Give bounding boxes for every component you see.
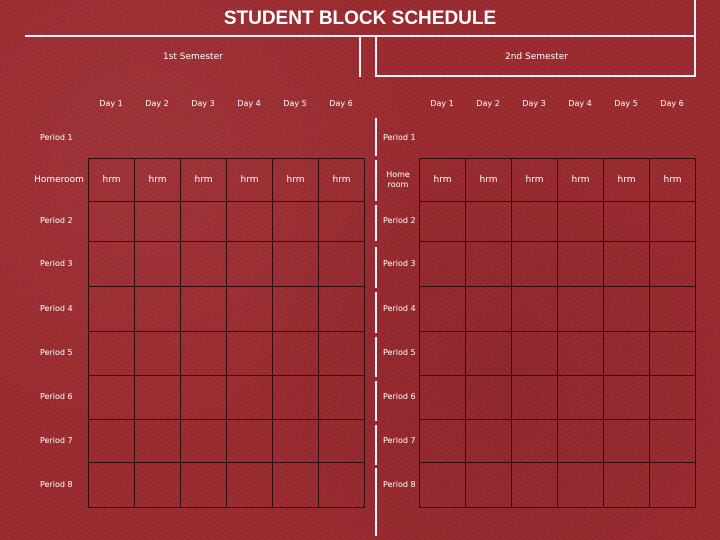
sem1-schedule-cell[interactable] xyxy=(88,241,135,287)
sem2-schedule-cell[interactable] xyxy=(465,286,512,332)
sem2-schedule-cell[interactable] xyxy=(511,241,558,287)
sem2-schedule-cell[interactable] xyxy=(511,331,558,376)
page-title: STUDENT BLOCK SCHEDULE xyxy=(223,8,497,29)
sem1-schedule-cell[interactable]: hrm xyxy=(272,158,319,202)
sem2-schedule-cell[interactable]: hrm xyxy=(511,158,558,202)
semester-divider-left xyxy=(359,37,361,77)
sem2-schedule-cell[interactable] xyxy=(465,118,512,159)
sem2-schedule-cell[interactable] xyxy=(603,241,650,287)
sem2-schedule-cell[interactable] xyxy=(465,331,512,376)
sem1-schedule-cell[interactable] xyxy=(134,375,181,420)
sem1-row-label: Period 2 xyxy=(40,216,73,225)
sem2-day-4-header: Day 4 xyxy=(568,99,592,108)
sem1-schedule-cell[interactable] xyxy=(318,241,365,287)
sem2-schedule-cell[interactable]: hrm xyxy=(557,158,604,202)
sem2-schedule-cell[interactable] xyxy=(649,201,696,242)
center-divider-segment xyxy=(375,381,377,421)
sem2-schedule-cell[interactable] xyxy=(465,419,512,463)
sem1-schedule-cell[interactable] xyxy=(134,118,181,159)
center-divider-segment xyxy=(375,292,377,333)
sem2-schedule-cell[interactable]: hrm xyxy=(649,158,696,202)
sem2-schedule-cell[interactable] xyxy=(511,201,558,242)
sem2-schedule-cell[interactable] xyxy=(419,462,466,508)
sem2-schedule-cell[interactable] xyxy=(603,462,650,508)
sem2-schedule-cell[interactable]: hrm xyxy=(419,158,466,202)
sem1-schedule-cell[interactable] xyxy=(180,286,227,332)
sem2-row-label: Period 7 xyxy=(383,435,416,445)
sem2-schedule-cell[interactable] xyxy=(511,375,558,420)
sem2-schedule-cell[interactable] xyxy=(557,331,604,376)
sem2-row-label: Home room xyxy=(386,169,410,189)
sem2-schedule-cell[interactable] xyxy=(603,419,650,463)
sem1-day-3-header: Day 3 xyxy=(191,99,215,108)
sem1-schedule-cell[interactable] xyxy=(88,201,135,242)
sem1-schedule-cell[interactable] xyxy=(272,241,319,287)
sem1-schedule-cell[interactable] xyxy=(226,286,273,332)
sem2-row-label: Period 1 xyxy=(383,133,416,142)
sem2-schedule-cell[interactable] xyxy=(465,375,512,420)
sem1-schedule-cell[interactable] xyxy=(134,331,181,376)
sem1-schedule-cell[interactable] xyxy=(88,375,135,420)
semester-1-label: 1st Semester xyxy=(163,52,223,62)
sem2-schedule-cell[interactable] xyxy=(557,201,604,242)
sem2-day-3-header: Day 3 xyxy=(522,99,546,108)
sem1-day-4-header: Day 4 xyxy=(237,99,261,108)
sem1-schedule-cell[interactable] xyxy=(180,462,227,508)
sem1-schedule-cell[interactable] xyxy=(272,462,319,508)
sem2-schedule-cell[interactable] xyxy=(649,419,696,463)
sem1-schedule-cell[interactable] xyxy=(134,419,181,463)
sem2-row-label: Period 6 xyxy=(383,392,416,401)
sem1-schedule-cell[interactable] xyxy=(226,375,273,420)
sem1-schedule-cell[interactable] xyxy=(134,201,181,242)
sem2-schedule-cell[interactable] xyxy=(603,286,650,332)
sem1-schedule-cell[interactable] xyxy=(226,462,273,508)
sem1-row-label: Period 6 xyxy=(40,392,73,401)
sem1-schedule-cell[interactable] xyxy=(272,201,319,242)
sem2-schedule-cell[interactable] xyxy=(419,286,466,332)
sem1-schedule-cell[interactable] xyxy=(226,118,273,159)
sem1-row-label: Period 1 xyxy=(40,133,73,142)
sem1-row-label: Period 4 xyxy=(40,303,73,313)
sem1-row-label: Period 7 xyxy=(40,435,73,445)
sem2-row-label: Period 8 xyxy=(383,479,416,489)
sem1-schedule-cell[interactable] xyxy=(272,419,319,463)
right-border xyxy=(694,0,696,76)
sem1-schedule-cell[interactable] xyxy=(318,462,365,508)
semester-divider-right xyxy=(375,37,377,77)
sem1-schedule-cell[interactable]: hrm xyxy=(180,158,227,202)
sem2-schedule-cell[interactable] xyxy=(603,331,650,376)
center-divider-segment xyxy=(375,337,377,377)
sem2-schedule-cell[interactable] xyxy=(649,286,696,332)
sem1-row-label: Period 5 xyxy=(40,348,73,357)
sem1-schedule-cell[interactable] xyxy=(272,286,319,332)
sem1-schedule-cell[interactable] xyxy=(88,286,135,332)
sem2-schedule-cell[interactable] xyxy=(465,201,512,242)
sem1-schedule-cell[interactable] xyxy=(134,241,181,287)
sem2-schedule-cell[interactable] xyxy=(557,462,604,508)
sem2-schedule-cell[interactable] xyxy=(649,331,696,376)
sem2-schedule-cell[interactable] xyxy=(511,462,558,508)
sem2-schedule-cell[interactable] xyxy=(649,375,696,420)
sem2-schedule-cell[interactable] xyxy=(603,375,650,420)
sem2-schedule-cell[interactable] xyxy=(649,118,696,159)
sem1-schedule-cell[interactable] xyxy=(180,331,227,376)
sem2-schedule-cell[interactable] xyxy=(419,201,466,242)
center-divider-segment xyxy=(375,468,377,536)
sem2-schedule-cell[interactable] xyxy=(465,462,512,508)
sem2-schedule-cell[interactable] xyxy=(649,462,696,508)
sem1-schedule-cell[interactable] xyxy=(318,419,365,463)
sem2-row-label: Period 3 xyxy=(383,258,416,268)
center-divider-segment xyxy=(375,247,377,288)
sem2-schedule-cell[interactable] xyxy=(649,241,696,287)
center-divider-segment xyxy=(375,118,377,156)
sem1-schedule-cell[interactable] xyxy=(318,375,365,420)
sem2-schedule-cell[interactable] xyxy=(511,118,558,159)
sem1-row-label: Period 3 xyxy=(40,258,73,268)
sem2-schedule-cell[interactable] xyxy=(557,118,604,159)
sem2-row-label: Period 4 xyxy=(383,303,416,313)
sem1-schedule-cell[interactable] xyxy=(88,118,135,159)
sem2-schedule-cell[interactable] xyxy=(419,118,466,159)
sem1-row-label: Homeroom xyxy=(34,174,84,185)
sem2-row-label: Period 2 xyxy=(383,216,416,225)
sem2-schedule-cell[interactable] xyxy=(557,419,604,463)
sem2-day-1-header: Day 1 xyxy=(430,99,454,108)
sem1-schedule-cell[interactable]: hrm xyxy=(318,158,365,202)
sem2-schedule-cell[interactable]: hrm xyxy=(465,158,512,202)
sem2-schedule-cell[interactable] xyxy=(603,118,650,159)
sem1-schedule-cell[interactable]: hrm xyxy=(88,158,135,202)
sem2-schedule-cell[interactable] xyxy=(557,286,604,332)
semester-underline-right xyxy=(375,75,696,77)
sem1-day-1-header: Day 1 xyxy=(99,99,123,108)
sem2-schedule-cell[interactable] xyxy=(511,286,558,332)
sem2-schedule-cell[interactable] xyxy=(557,375,604,420)
sem2-schedule-cell[interactable] xyxy=(419,241,466,287)
sem1-row-label: Period 8 xyxy=(40,479,73,489)
sem2-schedule-cell[interactable] xyxy=(511,419,558,463)
sem2-row-label: Period 5 xyxy=(383,348,416,357)
sem1-schedule-cell[interactable] xyxy=(88,419,135,463)
sem2-schedule-cell[interactable] xyxy=(465,241,512,287)
sem2-schedule-cell[interactable] xyxy=(603,201,650,242)
sem1-schedule-cell[interactable] xyxy=(318,118,365,159)
sem1-schedule-cell[interactable] xyxy=(180,419,227,463)
sem2-day-6-header: Day 6 xyxy=(660,99,684,108)
sem1-schedule-cell[interactable] xyxy=(180,241,227,287)
sem1-day-2-header: Day 2 xyxy=(145,99,169,108)
sem1-schedule-cell[interactable]: hrm xyxy=(134,158,181,202)
sem1-schedule-cell[interactable] xyxy=(180,118,227,159)
sem2-schedule-cell[interactable] xyxy=(419,419,466,463)
sem2-schedule-cell[interactable]: hrm xyxy=(603,158,650,202)
sem1-schedule-cell[interactable] xyxy=(318,331,365,376)
semester-2-label: 2nd Semester xyxy=(505,52,569,62)
center-divider-segment xyxy=(375,160,377,201)
sem1-schedule-cell[interactable] xyxy=(180,375,227,420)
sem1-schedule-cell[interactable] xyxy=(318,286,365,332)
sem1-schedule-cell[interactable] xyxy=(226,241,273,287)
sem1-schedule-cell[interactable] xyxy=(318,201,365,242)
sem1-schedule-cell[interactable] xyxy=(226,419,273,463)
sem1-schedule-cell[interactable] xyxy=(272,118,319,159)
sem1-schedule-cell[interactable] xyxy=(272,375,319,420)
sem2-schedule-cell[interactable] xyxy=(557,241,604,287)
sem2-day-5-header: Day 5 xyxy=(614,99,638,108)
center-divider-segment xyxy=(375,425,377,465)
sem1-schedule-cell[interactable] xyxy=(134,286,181,332)
sem1-schedule-cell[interactable] xyxy=(226,201,273,242)
sem1-day-6-header: Day 6 xyxy=(329,99,353,108)
sem1-schedule-cell[interactable]: hrm xyxy=(226,158,273,202)
sem1-schedule-cell[interactable] xyxy=(226,331,273,376)
sem2-schedule-cell[interactable] xyxy=(419,331,466,376)
sem1-schedule-cell[interactable] xyxy=(88,462,135,508)
sem1-schedule-cell[interactable] xyxy=(134,462,181,508)
sem1-schedule-cell[interactable] xyxy=(180,201,227,242)
sem2-day-2-header: Day 2 xyxy=(476,99,500,108)
sem1-schedule-cell[interactable] xyxy=(272,331,319,376)
sem2-schedule-cell[interactable] xyxy=(419,375,466,420)
sem1-schedule-cell[interactable] xyxy=(88,331,135,376)
center-divider-segment xyxy=(375,205,377,241)
sem1-day-5-header: Day 5 xyxy=(283,99,307,108)
